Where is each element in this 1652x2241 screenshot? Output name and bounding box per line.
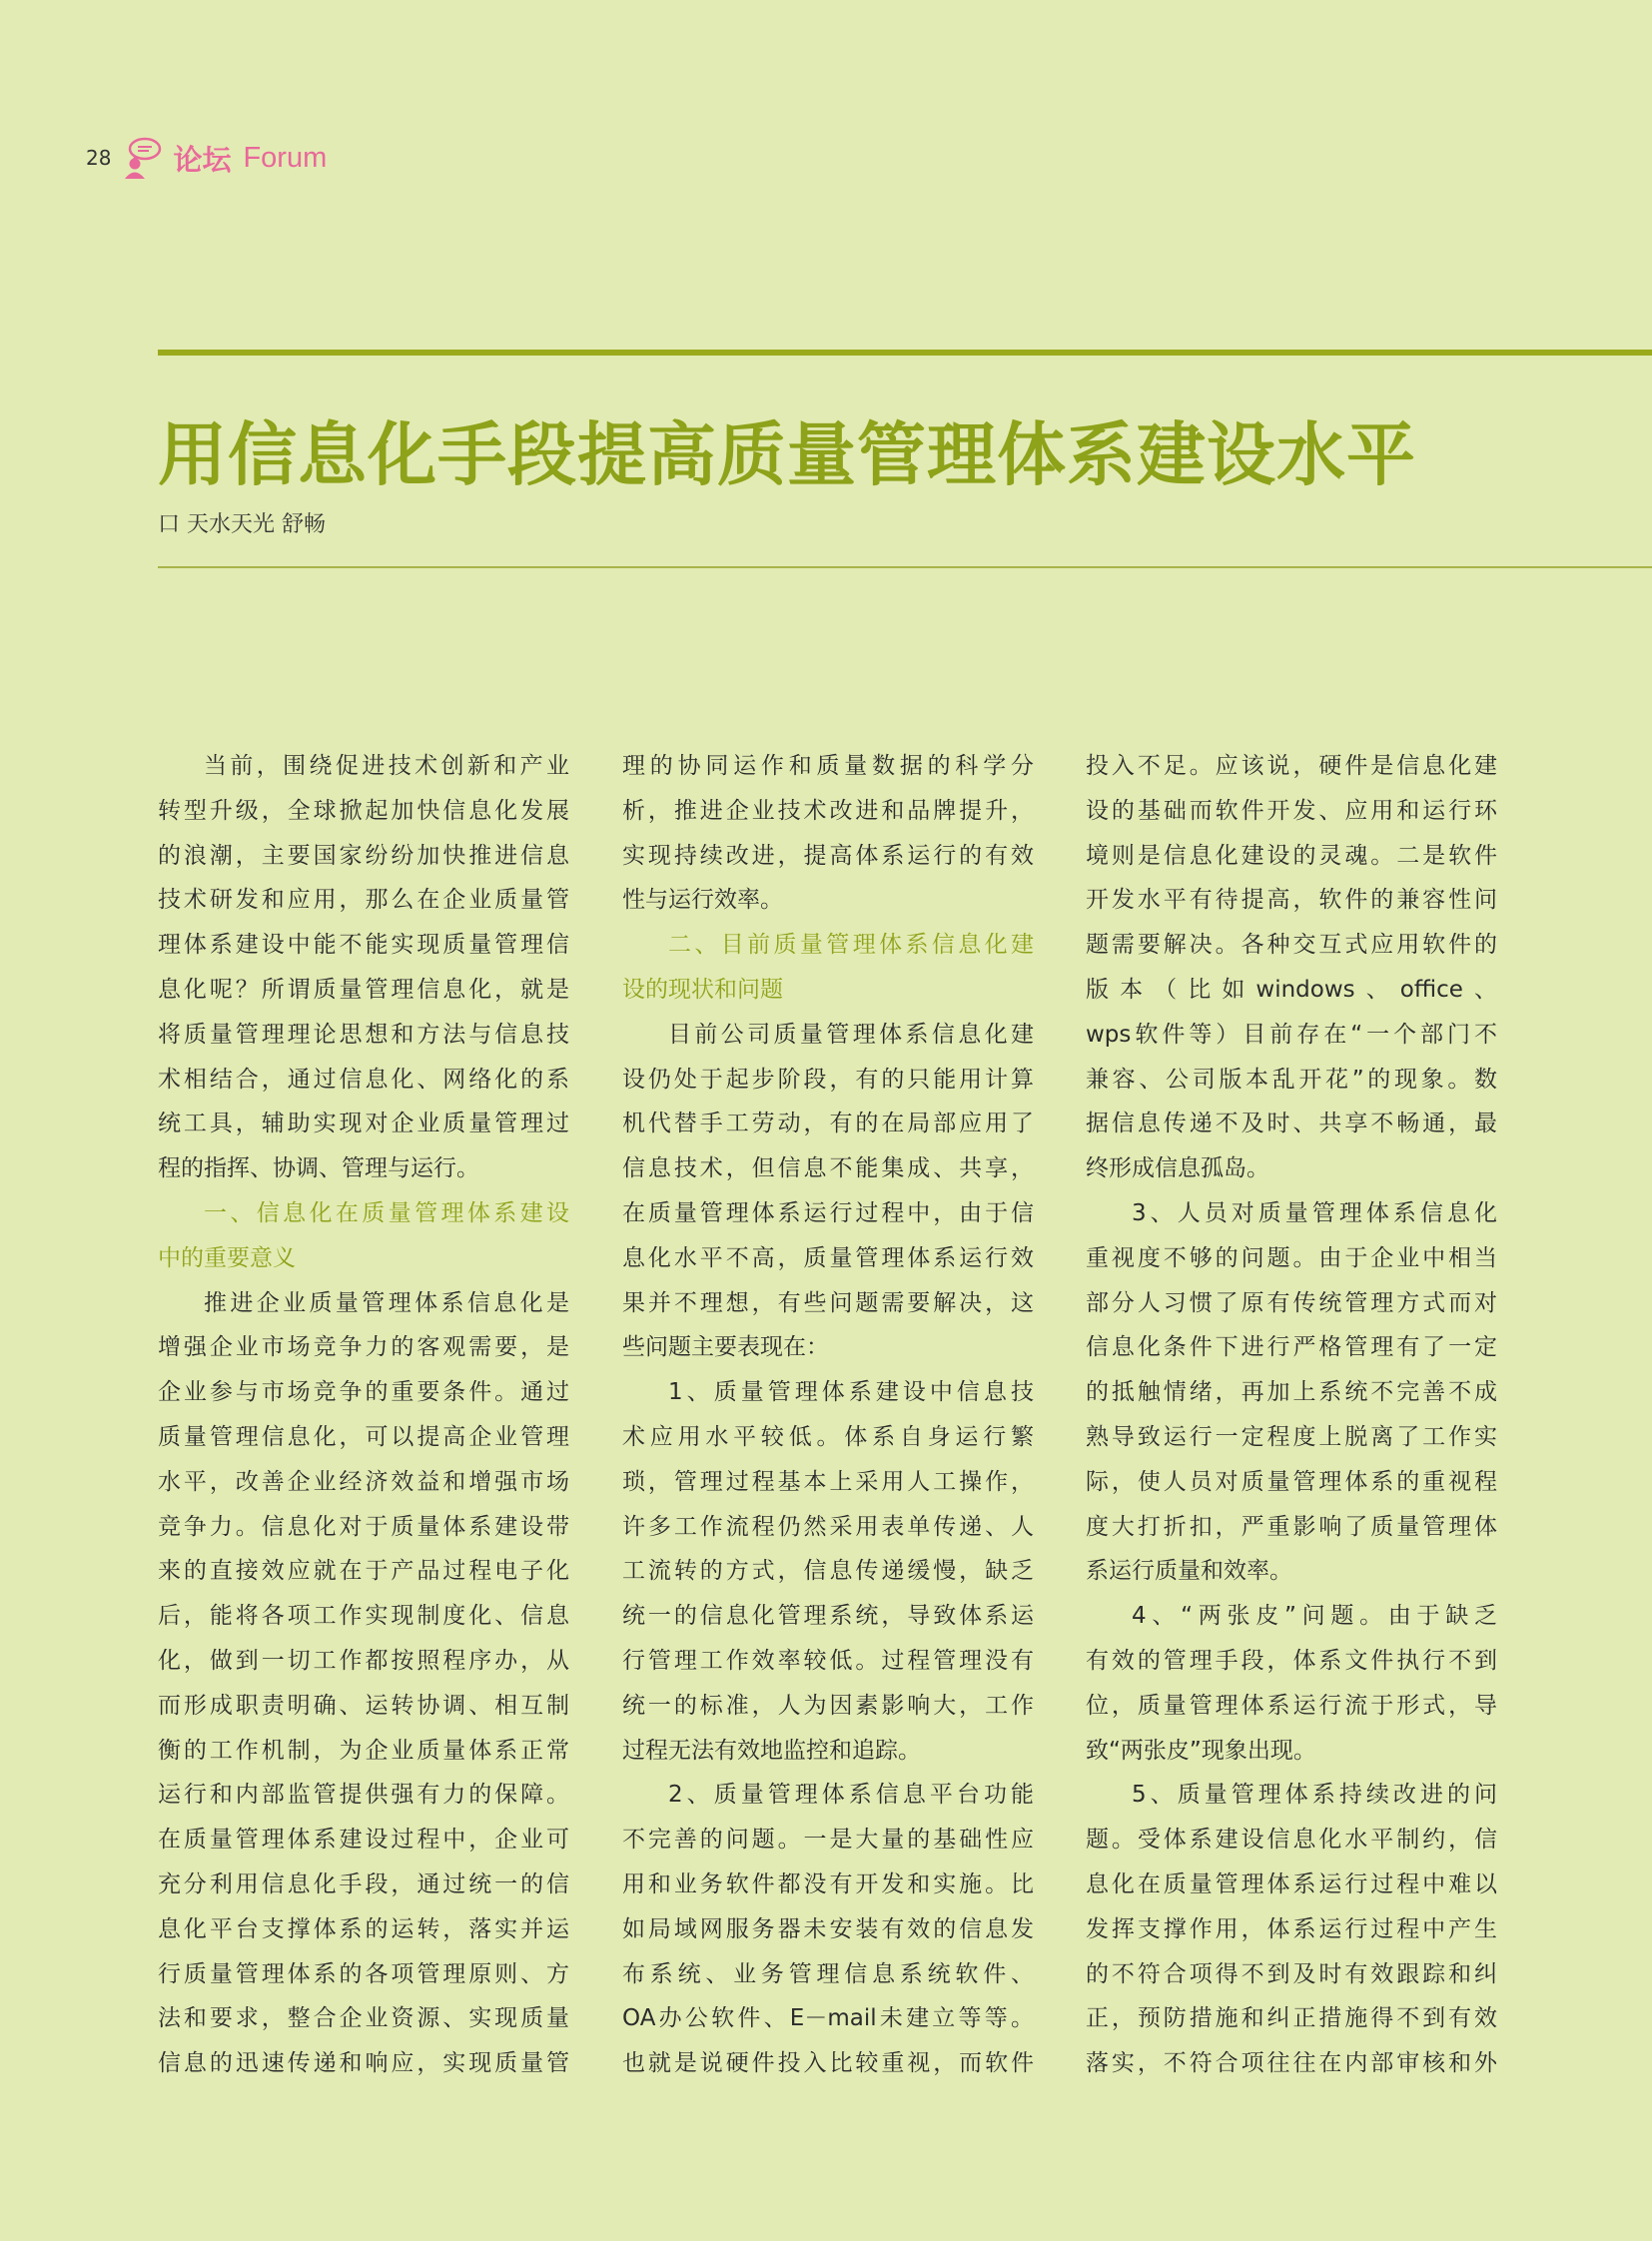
text-line: 质量管理信息化，可以提高企业管理 (158, 1423, 569, 1450)
text-line: 度大打折扣，严重影响了质量管理体 (1086, 1513, 1497, 1540)
text-line: 5、质量管理体系持续改进的问 (1132, 1782, 1497, 1809)
text-line: 企业参与市场竞争的重要条件。通过 (158, 1379, 569, 1406)
text-line: 题。受体系建设信息化水平制约，信 (1086, 1827, 1497, 1854)
text-line: 在质量管理体系运行过程中，由于信 (622, 1199, 1034, 1226)
text-column-2 (622, 744, 1034, 2086)
text-line: 性与运行效率。 (622, 887, 783, 914)
text-line: 致“两张皮”现象出现。 (1086, 1737, 1316, 1764)
text-line: 设仍处于起步阶段，有的只能用计算 (622, 1066, 1034, 1093)
text-line: 信息技术，但信息不能集成、共享， (622, 1155, 1034, 1182)
text-line: 开发水平有待提高，软件的兼容性问 (1086, 887, 1497, 914)
title-bottom-rule (158, 566, 1652, 568)
text-line: 实现持续改进，提高体系运行的有效 (622, 842, 1034, 869)
text-line: 工流转的方式，信息传递缓慢，缺乏 (622, 1558, 1034, 1585)
text-line: 法和要求，整合企业资源、实现质量 (158, 2005, 569, 2032)
section-name-en: Forum (243, 141, 328, 174)
text-line: 二、目前质量管理体系信息化建 (668, 932, 1034, 959)
text-line: 有效的管理手段，体系文件执行不到 (1086, 1647, 1497, 1674)
text-line: 信息的迅速传递和响应，实现质量管 (158, 2050, 569, 2077)
text-line: 术相结合，通过信息化、网络化的系 (158, 1066, 569, 1093)
text-line: 推进企业质量管理体系信息化是 (204, 1289, 569, 1316)
text-line: 投入不足。应该说，硬件是信息化建 (1086, 753, 1497, 779)
text-line: 充分利用信息化手段，通过统一的信 (158, 1870, 569, 1897)
text-line: 版本（比如windows、office、 (1086, 976, 1497, 1003)
text-line: 部分人习惯了原有传统管理方式而对 (1086, 1289, 1497, 1316)
text-line: 不完善的问题。一是大量的基础性应 (622, 1827, 1034, 1854)
text-line: 兼容、公司版本乱开花”的现象。数 (1086, 1066, 1497, 1093)
text-line: 当前，围绕促进技术创新和产业 (204, 753, 569, 779)
text-line: 化，做到一切工作都按照程序办，从 (158, 1647, 569, 1674)
text-line: 析，推进企业技术改进和品牌提升， (622, 797, 1034, 824)
text-line: 息化呢？所谓质量管理信息化，就是 (158, 976, 569, 1003)
text-line: 中的重要意义 (158, 1244, 296, 1271)
text-line: 用和业务软件都没有开发和实施。比 (622, 1870, 1034, 1897)
text-line: 一、信息化在质量管理体系建设 (204, 1199, 569, 1226)
page-number: 28 (86, 146, 112, 170)
text-line: 题需要解决。各种交互式应用软件的 (1086, 932, 1497, 959)
text-line: 息化水平不高，质量管理体系运行效 (622, 1244, 1034, 1271)
title-top-rule (158, 350, 1652, 356)
text-line: 1、质量管理体系建设中信息技 (668, 1379, 1034, 1406)
article-byline: 口 天水天光 舒畅 (158, 512, 326, 537)
text-line: 来的直接效应就在于产品过程电子化 (158, 1558, 569, 1585)
text-line: 术应用水平较低。体系自身运行繁 (622, 1423, 1034, 1450)
text-column-3 (1086, 744, 1497, 2086)
text-line: 机代替手工劳动，有的在局部应用了 (622, 1111, 1034, 1137)
text-line: 统工具，辅助实现对企业质量管理过 (158, 1111, 569, 1137)
text-line: 的抵触情绪，再加上系统不完善不成 (1086, 1379, 1497, 1406)
text-line: 布系统、业务管理信息系统软件、 (622, 1960, 1034, 1987)
text-line: 转型升级，全球掀起加快信息化发展 (158, 797, 569, 824)
text-line: 统一的标准，人为因素影响大，工作 (622, 1692, 1034, 1719)
text-line: 运行和内部监管提供强有力的保障。 (158, 1782, 569, 1809)
text-line: 据信息传递不及时、共享不畅通，最 (1086, 1111, 1497, 1137)
text-line: 琐，管理过程基本上采用人工操作， (622, 1468, 1034, 1495)
text-line: 程的指挥、协调、管理与运行。 (158, 1155, 479, 1182)
text-line: 系运行质量和效率。 (1086, 1558, 1292, 1585)
text-line: 理的协同运作和质量数据的科学分 (622, 753, 1034, 779)
text-line: 衡的工作机制，为企业质量体系正常 (158, 1737, 569, 1764)
text-line: 发挥支撑作用，体系运行过程中产生 (1086, 1915, 1497, 1942)
text-line: 许多工作流程仍然采用表单传递、人 (622, 1513, 1034, 1540)
text-line: 也就是说硬件投入比较重视，而软件 (622, 2050, 1034, 2077)
text-line: 设的现状和问题 (622, 976, 783, 1003)
text-line: 的浪潮，主要国家纷纷加快推进信息 (158, 842, 569, 869)
text-line: 终形成信息孤岛。 (1086, 1155, 1269, 1182)
text-line: 行质量管理体系的各项管理原则、方 (158, 1960, 569, 1987)
text-line: 境则是信息化建设的灵魂。二是软件 (1086, 842, 1497, 869)
text-line: 3、人员对质量管理体系信息化 (1132, 1199, 1497, 1226)
text-line: 理体系建设中能不能实现质量管理信 (158, 932, 569, 959)
text-line: 而形成职责明确、运转协调、相互制 (158, 1692, 569, 1719)
text-line: 设的基础而软件开发、应用和运行环 (1086, 797, 1497, 824)
article-title: 用信息化手段提高质量管理体系建设水平 (158, 415, 1416, 495)
text-line: 2、质量管理体系信息平台功能 (668, 1782, 1034, 1809)
forum-speaker-icon (121, 136, 165, 180)
text-line: 正，预防措施和纠正措施得不到有效 (1086, 2005, 1497, 2032)
text-line: 增强企业市场竞争力的客观需要，是 (158, 1334, 569, 1361)
text-line: 水平，改善企业经济效益和增强市场 (158, 1468, 569, 1495)
text-line: 目前公司质量管理体系信息化建 (668, 1021, 1034, 1048)
text-line: 位，质量管理体系运行流于形式，导 (1086, 1692, 1497, 1719)
text-line: 重视度不够的问题。由于企业中相当 (1086, 1244, 1497, 1271)
text-line: 的不符合项得不到及时有效跟踪和纠 (1086, 1960, 1497, 1987)
text-line: 行管理工作效率较低。过程管理没有 (622, 1647, 1034, 1674)
text-line: 后，能将各项工作实现制度化、信息 (158, 1603, 569, 1630)
text-line: 际，使人员对质量管理体系的重视程 (1086, 1468, 1497, 1495)
text-line: 过程无法有效地监控和追踪。 (622, 1737, 921, 1764)
text-line: 果并不理想，有些问题需要解决，这 (622, 1289, 1034, 1316)
text-line: OA办公软件、E－mail未建立等等。 (622, 2005, 1034, 2032)
text-line: 将质量管理理论思想和方法与信息技 (158, 1021, 569, 1048)
text-line: 息化平台支撑体系的运转，落实并运 (158, 1915, 569, 1942)
text-line: 些问题主要表现在： (622, 1334, 829, 1361)
text-line: 息化在质量管理体系运行过程中难以 (1086, 1870, 1497, 1897)
text-line: 熟导致运行一定程度上脱离了工作实 (1086, 1423, 1497, 1450)
text-line: 竞争力。信息化对于质量体系建设带 (158, 1513, 569, 1540)
text-line: 4、“两张皮”问题。由于缺乏 (1132, 1603, 1497, 1630)
text-line: 技术研发和应用，那么在企业质量管 (158, 887, 569, 914)
text-line: wps软件等）目前存在“一个部门不 (1086, 1021, 1497, 1048)
section-name-cn: 论坛 (173, 142, 232, 177)
text-line: 信息化条件下进行严格管理有了一定 (1086, 1334, 1497, 1361)
text-line: 在质量管理体系建设过程中，企业可 (158, 1827, 569, 1854)
text-line: 落实，不符合项往往在内部审核和外 (1086, 2050, 1497, 2077)
text-line: 如局域网服务器未安装有效的信息发 (622, 1915, 1034, 1942)
text-column-1 (158, 744, 569, 2086)
running-header (86, 138, 327, 178)
text-line: 统一的信息化管理系统，导致体系运 (622, 1603, 1034, 1630)
